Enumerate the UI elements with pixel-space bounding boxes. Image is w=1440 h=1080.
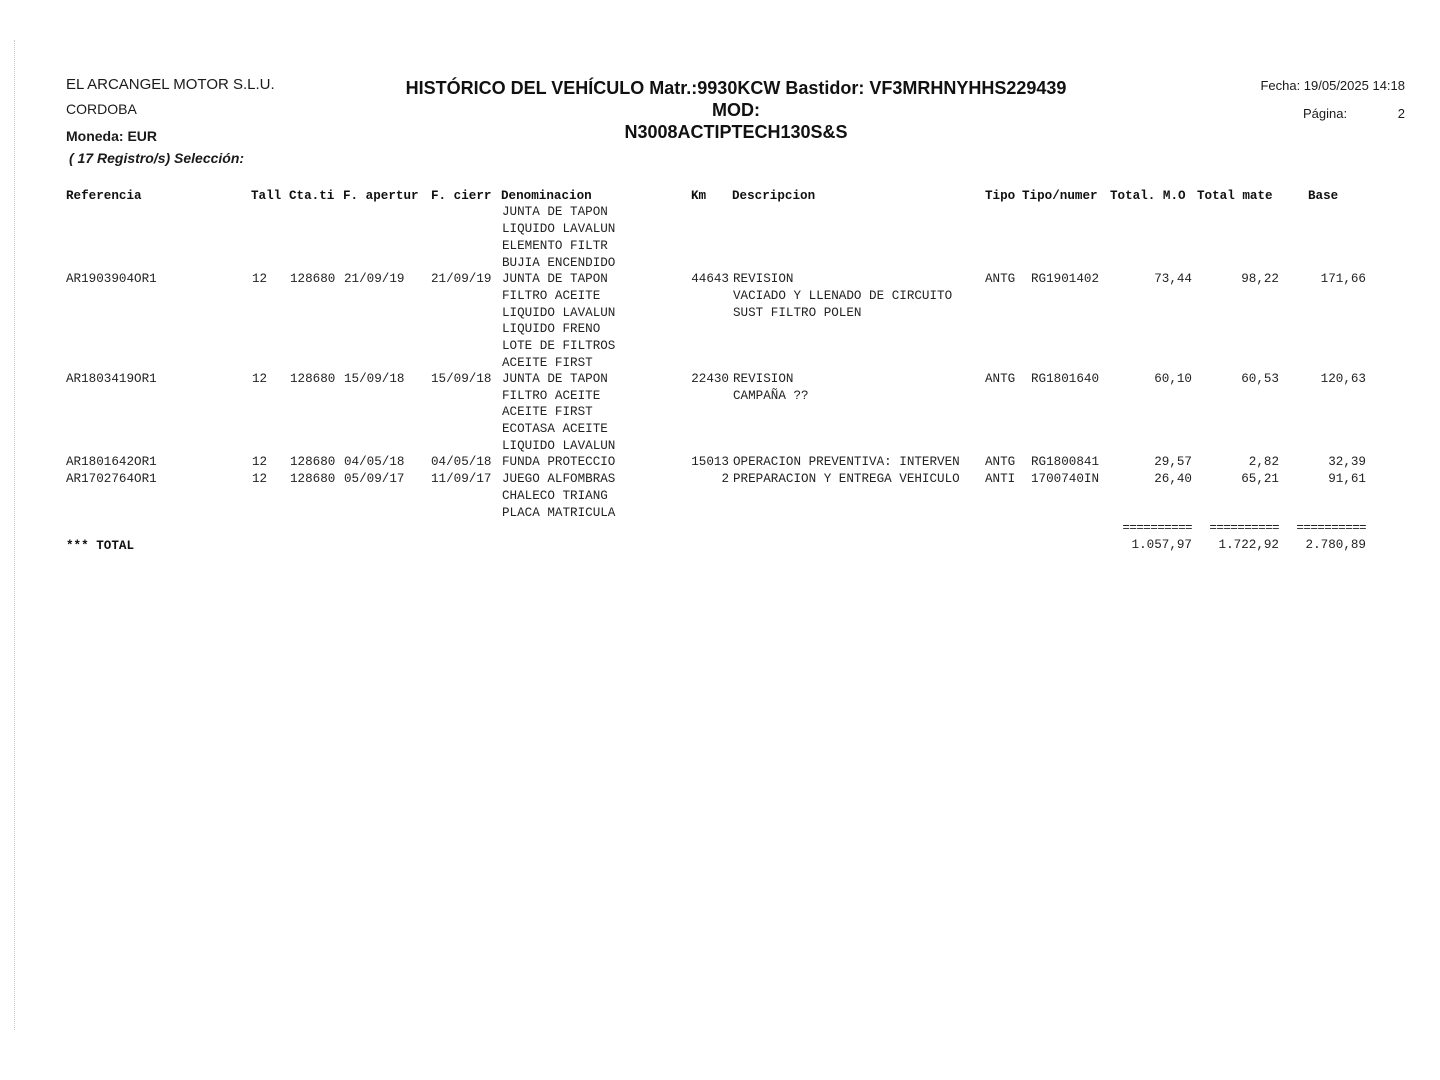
- cell-cta: 128680: [290, 372, 336, 386]
- cell-tipo: ANTG: [985, 272, 1016, 286]
- cell-referencia: AR1803419OR1: [66, 372, 157, 386]
- cell-descripcion: CAMPAÑA ??: [733, 389, 809, 403]
- cell-descripcion: VACIADO Y LLENADO DE CIRCUITO: [733, 289, 953, 303]
- cell-denominacion: JUEGO ALFOMBRAS: [502, 472, 616, 486]
- cell-tipo-numero: RG1801640: [1031, 372, 1100, 386]
- cell-total-mo: 29,57: [1154, 455, 1192, 469]
- cell-denominacion: ECOTASA ACEITE: [502, 422, 608, 436]
- cell-km: 15013: [691, 455, 729, 469]
- cell-total-mat: 65,21: [1241, 472, 1279, 486]
- col-f-cierre: F. cierr: [431, 189, 492, 203]
- continuation-line: BUJIA ENCENDIDO: [502, 256, 616, 270]
- cell-descripcion: SUST FILTRO POLEN: [733, 306, 862, 320]
- col-tipo: Tipo: [985, 189, 1016, 203]
- col-cta: Cta.ti: [289, 189, 335, 203]
- total-base: 2.780,89: [1305, 538, 1366, 552]
- cell-f-apertura: 04/05/18: [344, 455, 405, 469]
- continuation-line: LIQUIDO LAVALUN: [502, 222, 616, 236]
- cell-tall: 12: [252, 472, 268, 486]
- cell-denominacion: LIQUIDO LAVALUN: [502, 306, 616, 320]
- page-label: Página:: [1303, 106, 1348, 121]
- cell-tipo-numero: RG1800841: [1031, 455, 1100, 469]
- cell-denominacion: FUNDA PROTECCIO: [502, 455, 616, 469]
- cell-tipo-numero: RG1901402: [1031, 272, 1100, 286]
- cell-total-mo: 73,44: [1154, 272, 1192, 286]
- cell-f-cierre: 11/09/17: [431, 472, 492, 486]
- company-name: EL ARCANGEL MOTOR S.L.U.: [66, 76, 275, 93]
- cell-tall: 12: [252, 455, 268, 469]
- page-number: 2: [1397, 106, 1405, 121]
- scan-edge-dots: [14, 40, 15, 1030]
- cell-tipo: ANTG: [985, 372, 1016, 386]
- total-separator: ==========: [1296, 521, 1366, 535]
- cell-km: 22430: [691, 372, 729, 386]
- cell-denominacion: ACEITE FIRST: [502, 405, 593, 419]
- cell-km: 44643: [691, 272, 729, 286]
- cell-base: 91,61: [1328, 472, 1366, 486]
- cell-referencia: AR1702764OR1: [66, 472, 157, 486]
- cell-total-mat: 2,82: [1248, 455, 1279, 469]
- cell-denominacion: FILTRO ACEITE: [502, 289, 601, 303]
- cell-base: 171,66: [1320, 272, 1366, 286]
- col-base: Base: [1308, 189, 1339, 203]
- cell-total-mo: 60,10: [1154, 372, 1192, 386]
- total-label: *** TOTAL: [66, 539, 135, 553]
- total-mo: 1.057,97: [1131, 538, 1192, 552]
- cell-denominacion: CHALECO TRIANG: [502, 489, 608, 503]
- col-tipo-numero: Tipo/numer: [1022, 189, 1098, 203]
- cell-descripcion: REVISION: [733, 272, 794, 286]
- cell-tipo: ANTI: [985, 472, 1016, 486]
- col-referencia: Referencia: [66, 189, 142, 203]
- cell-total-mo: 26,40: [1154, 472, 1192, 486]
- cell-cta: 128680: [290, 455, 336, 469]
- cell-denominacion: JUNTA DE TAPON: [502, 272, 608, 286]
- cell-f-cierre: 04/05/18: [431, 455, 492, 469]
- col-f-apertura: F. apertur: [343, 189, 419, 203]
- cell-denominacion: JUNTA DE TAPON: [502, 372, 608, 386]
- col-descripcion: Descripcion: [732, 189, 816, 203]
- col-tall: Tall: [251, 189, 282, 203]
- total-separator: ==========: [1122, 521, 1192, 535]
- col-total-mo: Total. M.O: [1110, 189, 1186, 203]
- cell-tipo-numero: 1700740IN: [1031, 472, 1100, 486]
- report-title: [380, 77, 1092, 143]
- cell-descripcion: REVISION: [733, 372, 794, 386]
- cell-base: 120,63: [1320, 372, 1366, 386]
- report-date: Fecha: 19/05/2025 14:18: [1260, 78, 1405, 93]
- total-separator: ==========: [1209, 521, 1279, 535]
- cell-descripcion: OPERACION PREVENTIVA: INTERVEN: [733, 455, 960, 469]
- cell-denominacion: LIQUIDO LAVALUN: [502, 439, 616, 453]
- cell-referencia: AR1903904OR1: [66, 272, 157, 286]
- cell-denominacion: LIQUIDO FRENO: [502, 322, 601, 336]
- registros-label: ( 17 Registro/s) Selección:: [69, 150, 245, 166]
- cell-base: 32,39: [1328, 455, 1366, 469]
- cell-denominacion: PLACA MATRICULA: [502, 506, 616, 520]
- cell-f-cierre: 21/09/19: [431, 272, 492, 286]
- report-title-line1: HISTÓRICO DEL VEHÍCULO Matr.:9930KCW Bastidor: VF3MRHNYHHS229439 MOD:: [405, 78, 1067, 120]
- cell-f-apertura: 21/09/19: [344, 272, 405, 286]
- cell-total-mat: 98,22: [1241, 272, 1279, 286]
- cell-km: 2: [721, 472, 729, 486]
- col-km: Km: [691, 189, 707, 203]
- cell-f-cierre: 15/09/18: [431, 372, 492, 386]
- currency-label: Moneda: EUR: [66, 128, 157, 144]
- cell-denominacion: LOTE DE FILTROS: [502, 339, 616, 353]
- cell-f-apertura: 15/09/18: [344, 372, 405, 386]
- cell-tall: 12: [252, 372, 268, 386]
- company-city: CORDOBA: [66, 101, 137, 117]
- cell-denominacion: FILTRO ACEITE: [502, 389, 601, 403]
- col-denominacion: Denominacion: [501, 189, 592, 203]
- cell-tall: 12: [252, 272, 268, 286]
- report-title-line2: N3008ACTIPTECH130S&S: [624, 122, 848, 142]
- continuation-line: JUNTA DE TAPON: [502, 205, 608, 219]
- cell-tipo: ANTG: [985, 455, 1016, 469]
- total-mat: 1.722,92: [1218, 538, 1279, 552]
- cell-descripcion: PREPARACION Y ENTREGA VEHICULO: [733, 472, 960, 486]
- cell-cta: 128680: [290, 472, 336, 486]
- cell-total-mat: 60,53: [1241, 372, 1279, 386]
- cell-referencia: AR1801642OR1: [66, 455, 157, 469]
- cell-f-apertura: 05/09/17: [344, 472, 405, 486]
- continuation-line: ELEMENTO FILTR: [502, 239, 608, 253]
- cell-denominacion: ACEITE FIRST: [502, 356, 593, 370]
- col-total-mat: Total mate: [1197, 189, 1273, 203]
- cell-cta: 128680: [290, 272, 336, 286]
